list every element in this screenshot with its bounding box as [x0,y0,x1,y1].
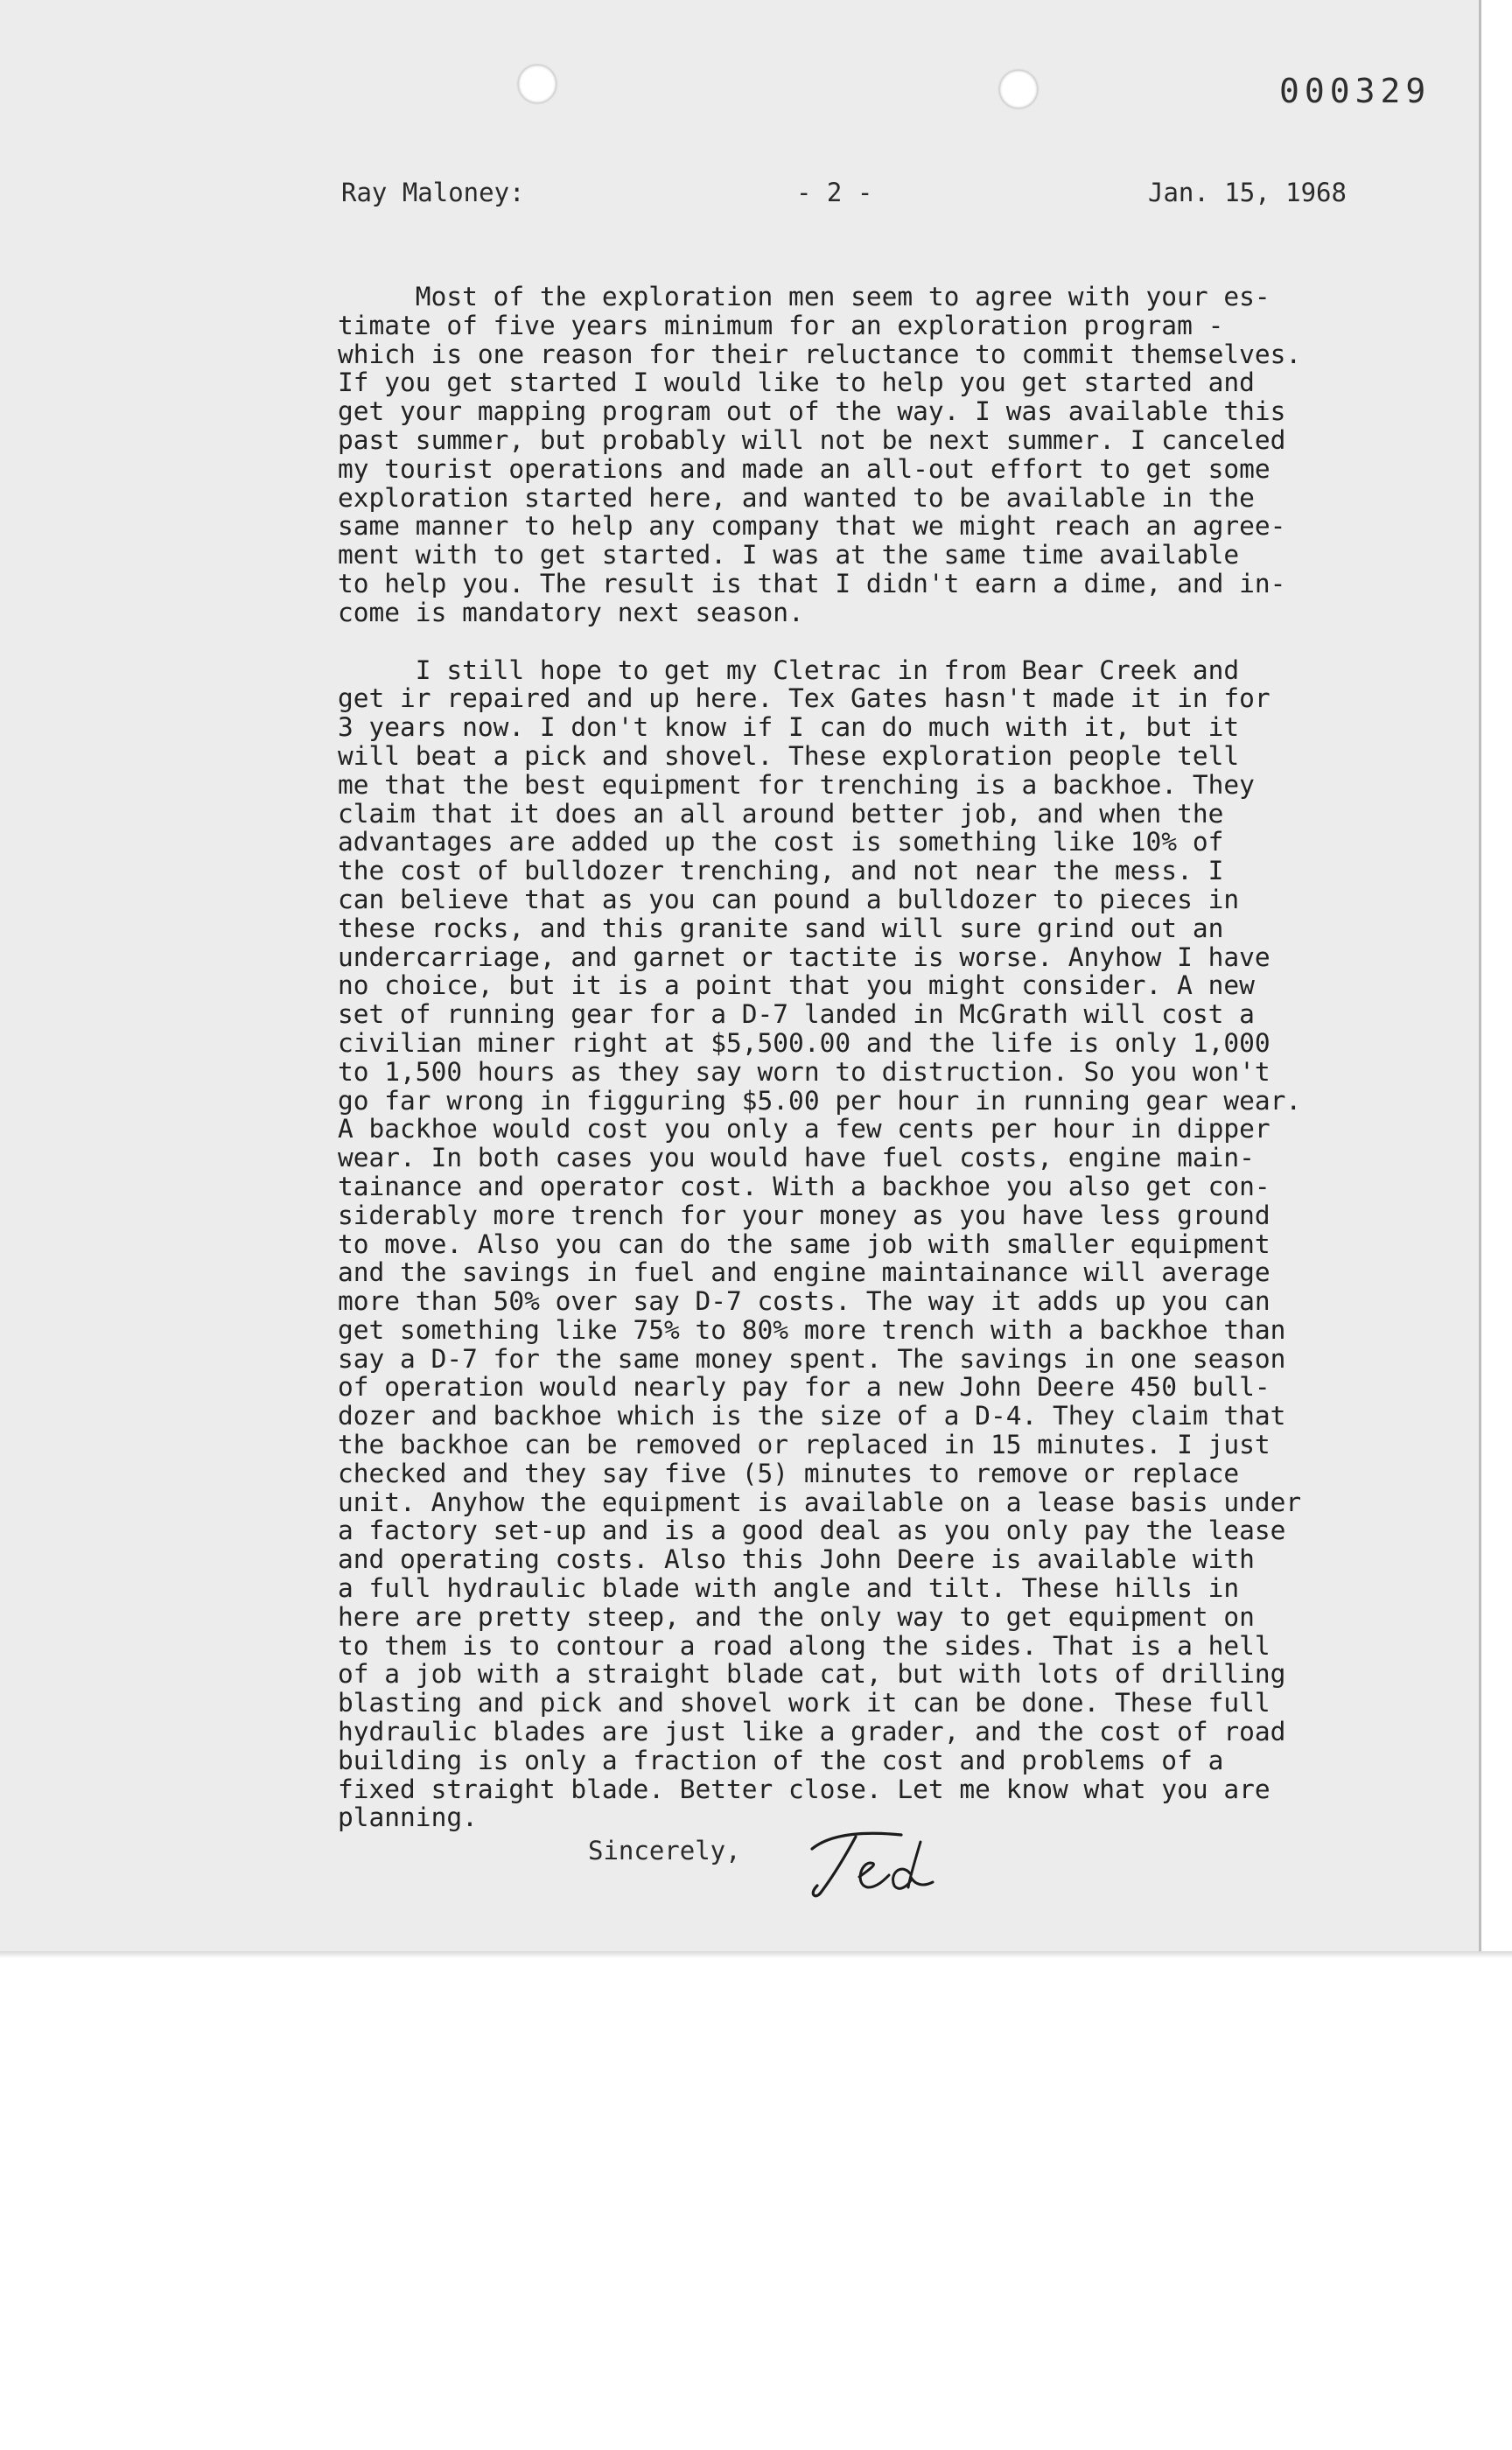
recipient-line: Ray Maloney: [341,178,525,207]
text-line: my tourist operations and made an all-out effort to get some [338,453,1270,484]
text-line: more than 50% over say D-7 costs. The way it adds up you can [338,1286,1270,1317]
text-line: set of running gear for a D-7 landed in McGrath will cost a [338,999,1255,1030]
text-line: A backhoe would cost you only a few cents per hour in dipper [338,1114,1270,1144]
handwritten-signature [805,1824,945,1903]
text-line: If you get started I would like to help you get started and [338,368,1255,398]
text-line: ment with to get started. I was at the same time available [338,540,1240,570]
text-line: Most of the exploration men seem to agree with your es- [338,282,1270,312]
paragraph [338,656,1432,1833]
text-line: will beat a pick and shovel. These exploration people tell [338,740,1240,771]
text-line: and operating costs. Also this John Deere is available with [338,1544,1255,1575]
text-line: get something like 75% to 80% more trench with a backhoe than [338,1314,1286,1345]
text-line: dozer and backhoe which is the size of a D-4. They claim that [338,1401,1286,1432]
closing-salutation: Sincerely, [588,1836,741,1866]
text-line: claim that it does an all around better job, and when the [338,798,1224,829]
text-line: to 1,500 hours as they say worn to distruction. So you won't [338,1056,1270,1087]
text-line: checked and they say five (5) minutes to remove or replace [338,1458,1240,1488]
punch-hole [518,65,556,103]
text-line: wear. In both cases you would have fuel costs, engine main- [338,1143,1255,1173]
text-line: to move. Also you can do the same job with smaller equipment [338,1228,1270,1259]
text-line: timate of five years minimum for an exploration program - [338,310,1224,340]
text-line: say a D-7 for the same money spent. The savings in one season [338,1343,1286,1374]
text-line: I still hope to get my Cletrac in from Bear Creek and [338,654,1240,685]
text-line: come is mandatory next season. [338,597,804,627]
punch-hole [999,70,1038,108]
text-line: blasting and pick and shovel work it can be done. These full [338,1688,1270,1718]
text-line: a full hydraulic blade with angle and tilt. These hills in [338,1573,1240,1604]
letter-date: Jan. 15, 1968 [1148,178,1347,207]
text-line: get ir repaired and up here. Tex Gates hasn't made it in for [338,683,1270,714]
text-line: undercarriage, and garnet or tactite is worse. Anyhow I have [338,942,1270,972]
letter-body [338,283,1432,1832]
text-line: planning. [338,1802,478,1833]
text-line: exploration started here, and wanted to be available in the [338,482,1255,513]
text-line: fixed straight blade. Better close. Let me know what you are [338,1774,1270,1804]
text-line: can believe that as you can pound a bulldozer to pieces in [338,884,1240,914]
scan-edge [0,1951,1512,1958]
text-line: hydraulic blades are just like a grader, and the cost of road [338,1717,1286,1747]
text-line: 3 years now. I don't know if I can do much with it, but it [338,712,1240,743]
text-line: and the savings in fuel and engine maintainance will average [338,1257,1270,1288]
text-line: here are pretty steep, and the only way to get equipment on [338,1601,1255,1632]
text-line: past summer, but probably will not be next summer. I canceled [338,424,1286,455]
text-line: to them is to contour a road along the sides. That is a hell [338,1630,1270,1661]
text-line: of operation would nearly pay for a new John Deere 450 bull- [338,1372,1270,1403]
text-line: building is only a fraction of the cost and problems of a [338,1745,1224,1775]
text-line: siderably more trench for your money as you have less ground [338,1200,1270,1230]
text-line: which is one reason for their reluctance to commit themselves. [338,339,1302,369]
text-line: to help you. The result is that I didn't earn a dime, and in- [338,568,1286,598]
paragraph [338,283,1432,627]
text-line: unit. Anyhow the equipment is available on a lease basis under [338,1487,1302,1517]
page-number: - 2 - [796,178,873,207]
text-line: these rocks, and this granite sand will sure grind out an [338,913,1224,943]
text-line: the backhoe can be removed or replaced in 15 minutes. I just [338,1430,1270,1460]
text-line: of a job with a straight blade cat, but with lots of drilling [338,1659,1286,1690]
text-line: no choice, but it is a point that you might consider. A new [338,970,1255,1001]
text-line: go far wrong in figguring $5.00 per hour in running gear wear. [338,1085,1302,1116]
text-line: me that the best equipment for trenching is a backhoe. They [338,769,1255,800]
text-line: civilian miner right at $5,500.00 and the life is only 1,000 [338,1027,1270,1058]
text-line: same manner to help any company that we might reach an agree- [338,511,1286,542]
text-line: a factory set-up and is a good deal as you only pay the lease [338,1516,1286,1546]
text-line: tainance and operator cost. With a backhoe you also get con- [338,1171,1270,1201]
document-number: 000329 [1279,72,1432,110]
text-line: the cost of bulldozer trenching, and not near the mess. I [338,856,1224,886]
text-line: get your mapping program out of the way. I was available this [338,396,1286,427]
text-line: advantages are added up the cost is something like 10% of [338,827,1224,858]
